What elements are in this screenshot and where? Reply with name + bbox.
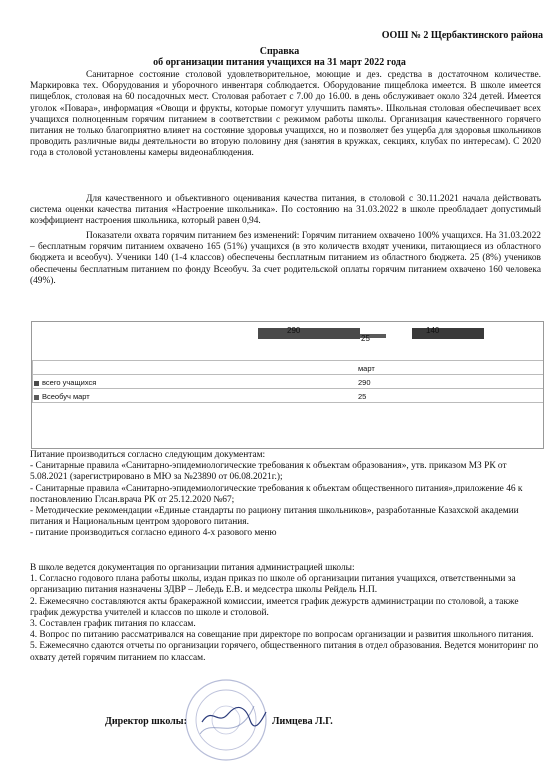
chart-series-row-vseobuch xyxy=(32,388,543,403)
table-divider xyxy=(32,360,33,402)
documents-item: - Методические рекомендации «Единые стандарты по рациону питания школьников», разработанные Казахской академии питания и Национальным центром здорового питания. xyxy=(30,506,519,528)
legend-swatch-vseobuch xyxy=(34,395,39,400)
organization-name: ООШ № 2 Щербактинского района xyxy=(381,30,543,41)
admin-item: 2. Ежемесячно составляются акты бракеражной комиссии, имеется график дежурств администрации по столовой, а также график дежурства учителей и классов по школе и столовой. xyxy=(30,596,519,618)
chart-category-row xyxy=(32,360,543,374)
documents-item: - питание производиться согласно единого 4-х разового меню xyxy=(30,528,277,539)
chart-data-label-290: 290 xyxy=(287,326,301,335)
documents-section xyxy=(30,450,541,540)
signature-role: Директор школы: xyxy=(105,716,187,727)
admin-intro: В школе ведется документация по организации питания администрацией школы: xyxy=(30,563,355,573)
paragraph-coverage: Показатели охвата горячим питанием без изменений: Горячим питанием охвачено 100% учащихся. На 31.03.2022 – бесплатным горячим питанием охвачено 165 (51%) учащихся (в это количеств входят ученики, питающиеся из областного бюджета и всеобуч). Ученики 140 (1-4 классов) обеспечены бесплатным питанием из областного бюджета. 25 (8%) учеников обеспечены бесплатным питанием по фонду Всеобуч. За счет родительской оплаты горячим питанием охвачено 160 человека (49%). xyxy=(30,231,541,286)
paragraph-quality: Для качественного и объективного оценивания качества питания, в столовой с 30.11.2021 начала действовать система оценки качества питания «Настроение школьника». По состоянию на 31.03.2022 в школе преобладает допустимый коэффициент настроения школьника, который равен 0,94. xyxy=(30,194,541,227)
chart-bar-total xyxy=(258,328,360,339)
documents-item: - Санитарные правила «Санитарно-эпидемиологические требования к объектам общественного питания»,приложение 46 к постановлению Глсан.врача РК от 25.12.2020 №67; xyxy=(30,483,523,505)
table-value-vseobuch: 25 xyxy=(358,392,367,401)
admin-item: 5. Ежемесячно сдаются отчеты по организации горячего, общественного питания в отдел образования. Ведется мониторинг по охвату детей горячим питанием по классам. xyxy=(30,641,539,663)
admin-section xyxy=(30,563,541,664)
chart-series-row-total xyxy=(32,374,543,388)
chart-data-label-140: 140 xyxy=(426,326,440,335)
document-subtitle: об организации питания учащихся на 31 март 2022 года xyxy=(153,57,406,68)
legend-label-vseobuch: Всеобуч март xyxy=(42,392,90,401)
chart-data-label-25: 25 xyxy=(361,334,370,343)
signature-name: Лимцева Л.Г. xyxy=(272,716,333,727)
admin-item: 4. Вопрос по питанию рассматривался на совещание при директоре по вопросам организации и развития школьного питания. xyxy=(30,630,534,641)
legend-label-total: всего учащихся xyxy=(42,378,97,387)
chart-category-label: март xyxy=(358,364,375,373)
legend-swatch-total xyxy=(34,381,39,386)
documents-intro: Питание производиться согласно следующим документам: xyxy=(30,450,266,460)
handwritten-signature xyxy=(198,704,268,728)
table-value-total: 290 xyxy=(358,378,371,387)
documents-item: - Санитарные правила «Санитарно-эпидемиологические требования к объектам образования», утв. приказом МЗ РК от 5.08.2021 (зарегистрировано в МЮ за №23890 от 06.08.2021г.); xyxy=(30,461,507,483)
paragraph-canteen: Санитарное состояние столовой удовлетворительное, моющие и дез. средства в достаточном количестве. Маркировка тех. Оборудования и уборочного инвентаря соблюдается. Оборудование пищеблока имеется. В школе имеется пищеблок, столовая на 60 посадочных мест. Столовая работает с 7.00 до 16.00. в день обслуживает около 324 детей. Имеется уголок «Повара», информация «Овощи и фрукты, которые помогут улучшить память». Школьная столовая обеспечивает всех учащихся полноценным горячим питанием в соответствии с режимом работы школы. Организация качественного горячего питания не только благоприятно влияет на состояние здоровья учащихся, но и позволяет без ущерба для здоровья школьников проводить различные виды деятельности во вторую половину дня (занятия в кружках, секциях, клубах по интересам). С 2020 года в столовой установлены камеры видеонаблюдения. xyxy=(30,70,541,159)
admin-item: 3. Составлен график питания по классам. xyxy=(30,619,196,630)
admin-item: 1. Согласно годового плана работы школы, издан приказ по школе об организации питания учащихся, ответственными за организацию питания назначены ЗДВР – Лебедь Е.В. и медсестра школы Рейдель Н.П. xyxy=(30,574,516,596)
document-title: Справка xyxy=(259,46,300,57)
chart-bar-140 xyxy=(412,328,484,339)
coverage-chart xyxy=(31,321,544,449)
